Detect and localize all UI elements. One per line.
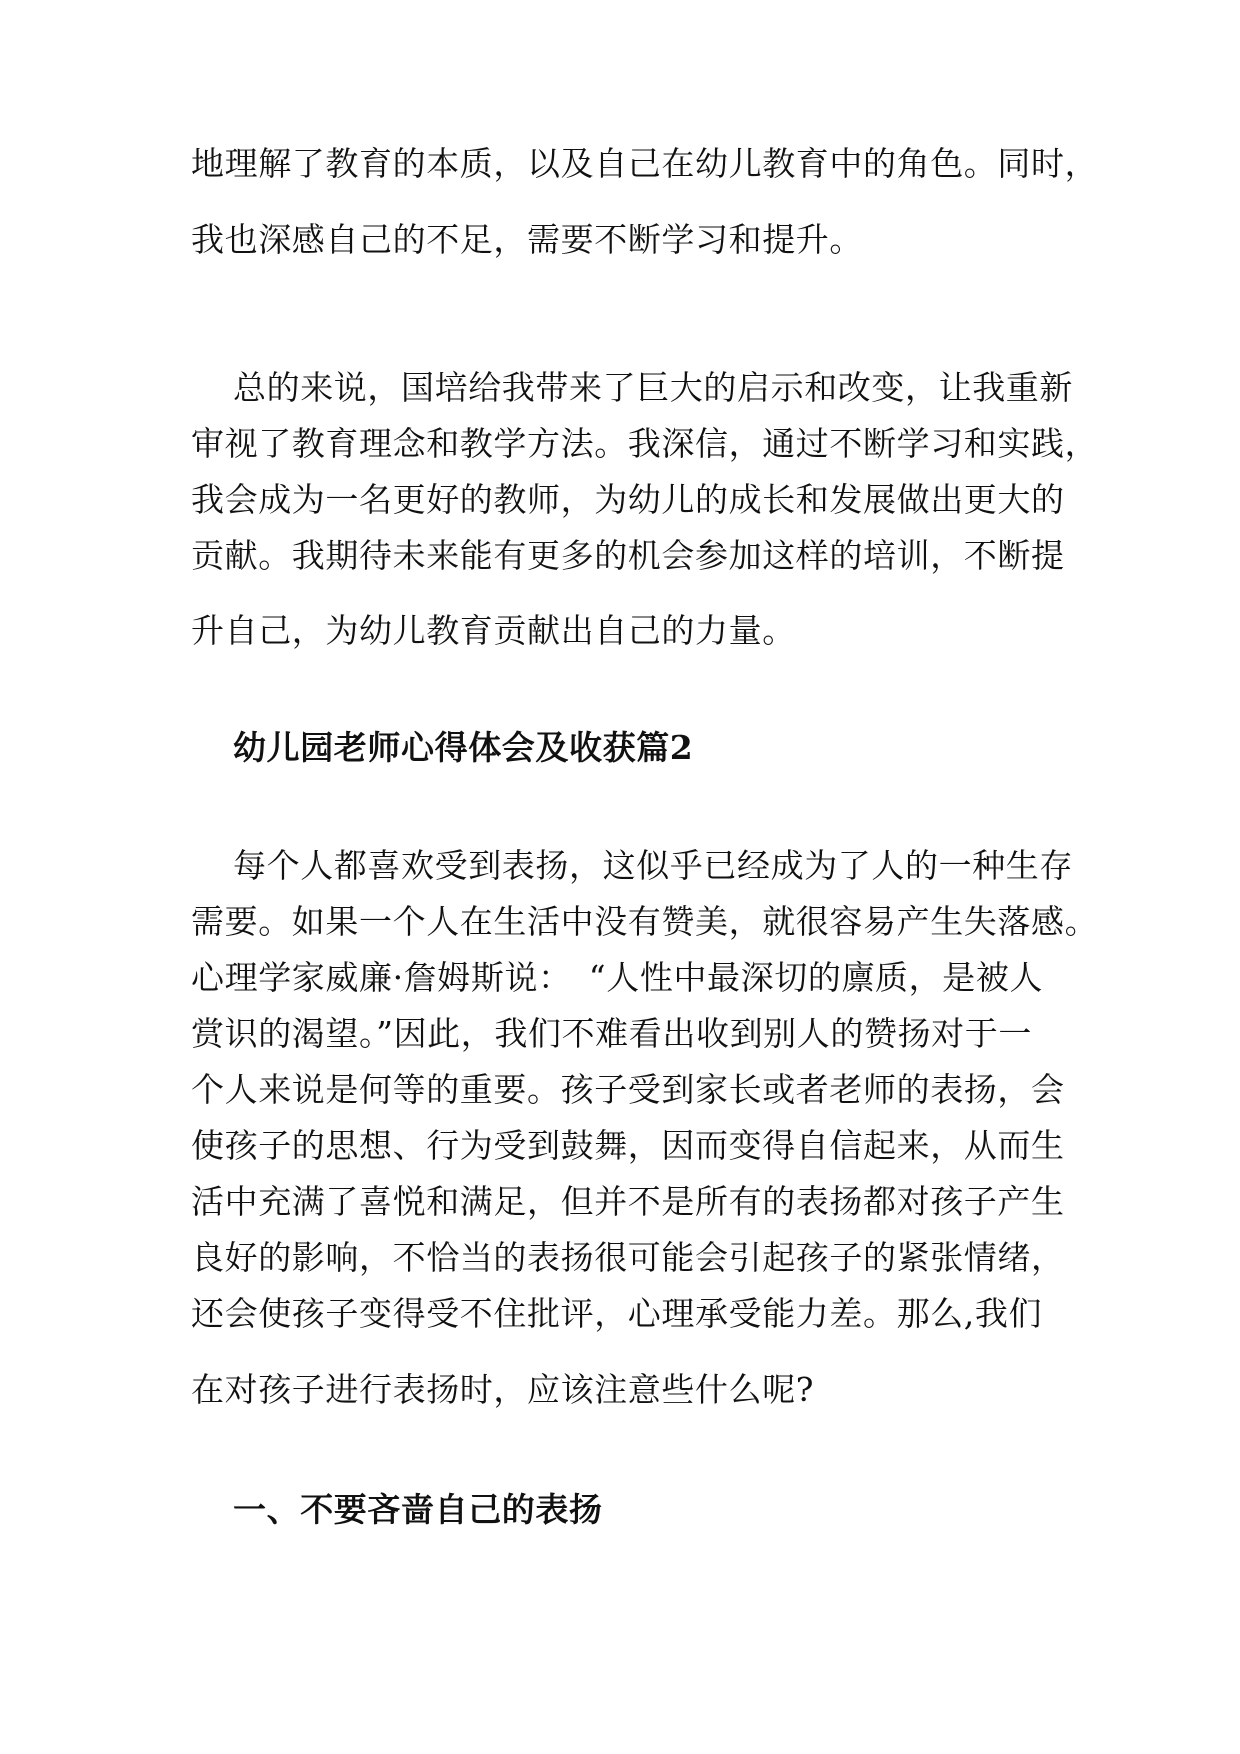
- paragraph-3-line-5: 个人来说是何等的重要。孩子受到家长或者老师的表扬，会: [191, 1070, 1065, 1109]
- paragraph-3-line-2: 需要。如果一个人在生活中没有赞美，就很容易产生失落感。: [191, 902, 1099, 941]
- paragraph-3-line-10: 在对孩子进行表扬时，应该注意些什么呢?: [191, 1370, 815, 1409]
- paragraph-3-line-4: 赏识的渴望。”因此，我们不难看出收到别人的赞扬对于一: [191, 1014, 1032, 1053]
- paragraph-2-line-5: 升自己，为幼儿教育贡献出自己的力量。: [191, 611, 796, 650]
- paragraph-3-line-3: 心理学家威廉·詹姆斯说： “人性中最深切的廪质，是被人: [191, 958, 1044, 997]
- paragraph-2-line-4: 贡献。我期待未来能有更多的机会参加这样的培训，不断提: [191, 536, 1065, 575]
- paragraph-3-line-6: 使孩子的思想、行为受到鼓舞，因而变得自信起来，从而生: [191, 1126, 1065, 1165]
- paragraph-2-line-3: 我会成为一名更好的教师，为幼儿的成长和发展做出更大的: [191, 480, 1065, 519]
- subheading-1: 一、不要吝啬自己的表扬: [233, 1490, 603, 1529]
- paragraph-1-line-2: 我也深感自己的不足，需要不断学习和提升。: [191, 220, 863, 259]
- section-heading: 幼儿园老师心得体会及收获篇2: [233, 728, 694, 767]
- paragraph-2-line-2: 审视了教育理念和教学方法。我深信，通过不断学习和实践，: [191, 424, 1099, 463]
- paragraph-3-line-1: 每个人都喜欢受到表扬，这似乎已经成为了人的一种生存: [233, 846, 1073, 885]
- paragraph-1-line-1: 地理解了教育的本质，以及自己在幼儿教育中的角色。同时，: [191, 144, 1099, 183]
- paragraph-2-line-1: 总的来说，国培给我带来了巨大的启示和改变，让我重新: [233, 368, 1073, 407]
- paragraph-3-line-8: 良好的影响，不恰当的表扬很可能会引起孩子的紧张情绪，: [191, 1238, 1065, 1277]
- paragraph-3-line-7: 活中充满了喜悦和满足，但并不是所有的表扬都对孩子产生: [191, 1182, 1065, 1221]
- paragraph-3-line-9: 还会使孩子变得受不住批评，心理承受能力差。那么,我们: [191, 1294, 1043, 1333]
